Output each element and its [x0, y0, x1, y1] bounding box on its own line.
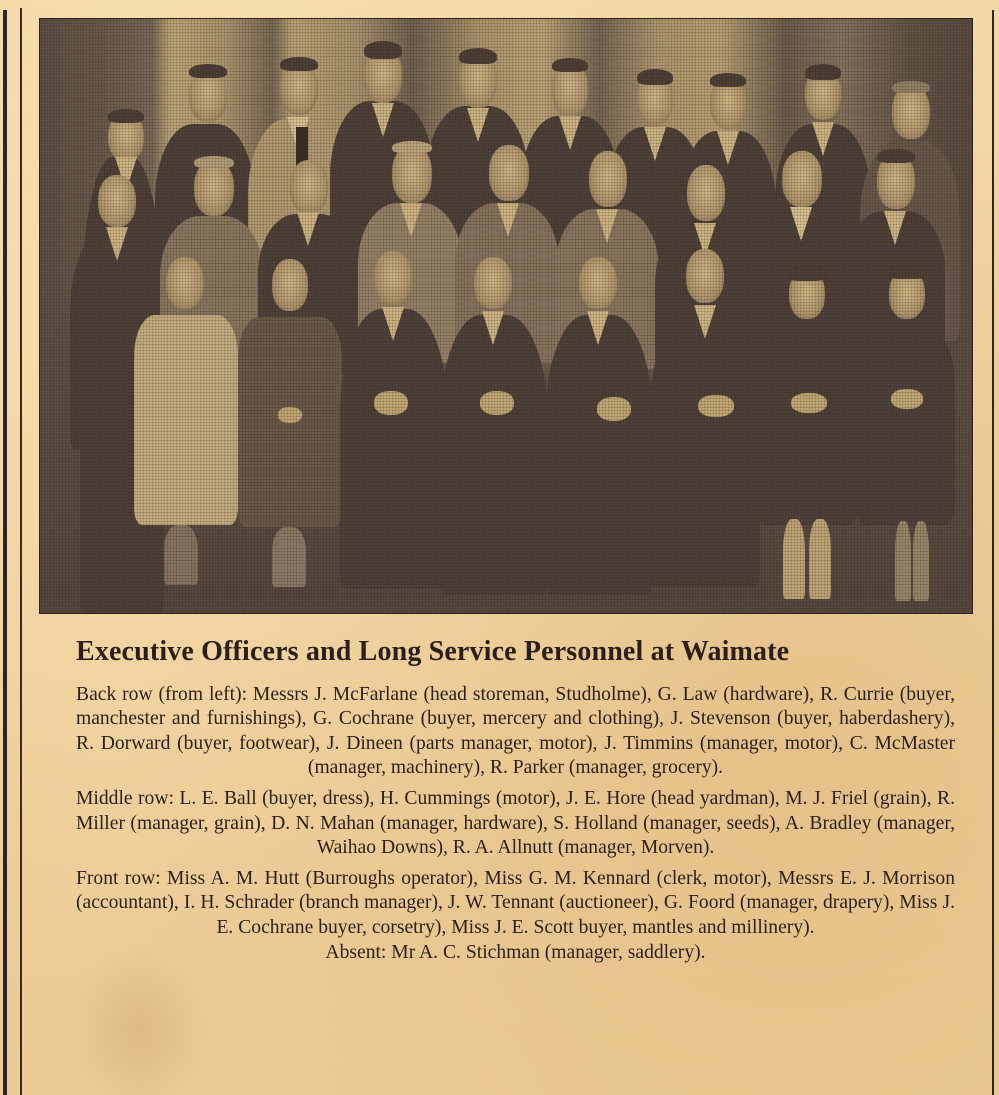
column-rule-left-thick	[3, 10, 7, 1095]
group-photograph	[40, 19, 972, 613]
photo-caption	[76, 683, 955, 971]
headline: Executive Officers and Long Service Personnel at Waimate	[76, 636, 790, 667]
caption-absent: Absent: Mr A. C. Stichman (manager, saddlery).	[325, 941, 706, 963]
caption-back-row: Back row (from left): Messrs J. McFarlane (head storeman, Studholme), G. Law (hardware), R. Currie (buyer, manchester and furnishings), G. Cochrane (buyer, mercery and clothing), J. Stevenson (buyer, haberdashery), R. Dorward (buyer, footwear), J. Dineen (parts manager, motor), J. Timmins (manager, motor), C. McMaster (manager, machinery), R. Parker (manager, grocery).	[76, 684, 955, 779]
caption-front-row: Front row: Miss A. M. Hutt (Burroughs operator), Miss G. M. Kennard (clerk, motor), Messrs E. J. Morrison (accountant), I. H. Schrader (branch manager), J. W. Tennant (auctioneer), G. Foord (manager, drapery), Miss J. E. Cochrane buyer, corsetry), Miss J. E. Scott buyer, mantles and millinery).	[76, 867, 955, 938]
column-rule-right	[992, 10, 994, 1095]
caption-middle-row: Middle row: L. E. Ball (buyer, dress), H. Cummings (motor), J. E. Hore (head yardman), M. J. Friel (grain), R. Miller (manager, grain), D. N. Mahan (manager, hardware), S. Holland (manager, seeds), A. Bradley (manager, Waihao Downs), R. A. Allnutt (manager, Morven).	[76, 788, 955, 858]
column-rule-left-thin	[20, 8, 22, 1095]
